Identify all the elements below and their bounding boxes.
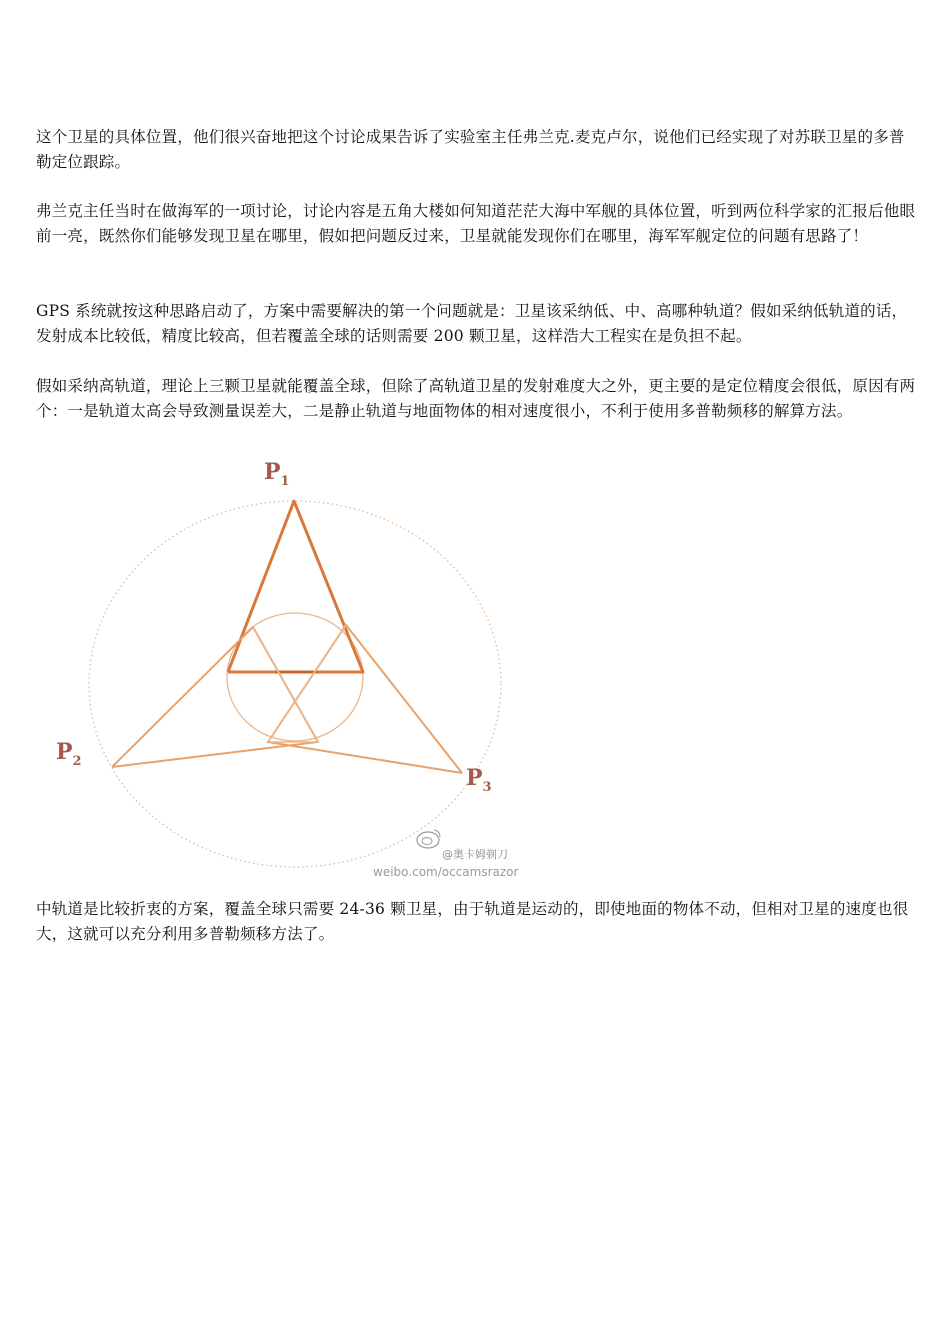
label-p2: $P_2$ <box>56 739 82 769</box>
paragraph-4: 假如采纳高轨道，理论上三颗卫星就能覆盖全球，但除了高轨道卫星的发射难度大之外，更主要的是定位精度会很低，原因有两个：一是轨道太高会导致测量误差大，二是静止轨道与地面物体的相对速度很小，不利于使用多普勒频移的解算方法。 <box>36 377 916 420</box>
coverage-diagram <box>50 455 550 885</box>
paragraph-3: GPS 系统就按这种思路启动了，方案中需要解决的第一个问题就是：卫星该采纳低、中、高哪种轨道？假如采纳低轨道的话，发射成本比较低，精度比较高，但若覆盖全球的话则需要 200 颗卫星，这样浩大工程实在是负担不起。 <box>36 302 908 345</box>
weibo-watermark <box>373 830 519 879</box>
triangle-p1 <box>228 501 363 672</box>
satellite-coverage-figure <box>50 455 550 885</box>
paragraph-2: 弗兰克主任当时在做海军的一项讨论，讨论内容是五角大楼如何知道茫茫大海中军舰的具体位置，听到两位科学家的汇报后他眼前一亮，既然你们能够发现卫星在哪里，假如把问题反过来，卫星就能发现你们在哪里，海军军舰定位的问题有思路了！ <box>36 202 916 245</box>
weibo-logo-icon <box>417 830 440 848</box>
inner-line-1 <box>253 627 318 742</box>
watermark-url: weibo.com/occamsrazor <box>373 865 519 879</box>
label-p1: $P_1$ <box>264 459 290 489</box>
outer-dotted-circle <box>89 501 501 867</box>
paragraph-1: 这个卫星的具体位置，他们很兴奋地把这个讨论成果告诉了实验室主任弗兰克.麦克卢尔，说他们已经实现了对苏联卫星的多普勒定位跟踪。 <box>36 128 905 171</box>
paragraph-5: 中轨道是比较折衷的方案，覆盖全球只需要 24-36 颗卫星，由于轨道是运动的，即使地面的物体不动，但相对卫星的速度也很大，这就可以充分利用多普勒频移方法了。 <box>36 900 909 943</box>
label-p3: $P_3$ <box>466 765 492 795</box>
watermark-handle: @奥卡姆剃刀 <box>442 848 508 861</box>
